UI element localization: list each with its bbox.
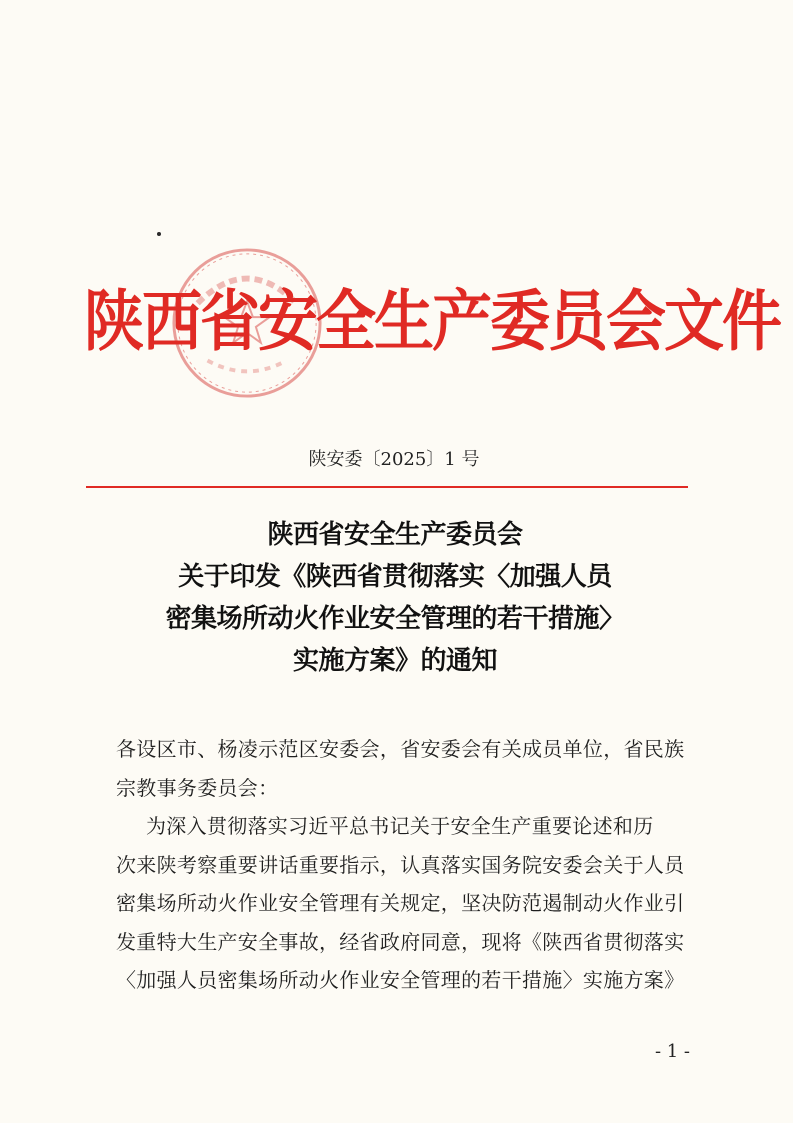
body-line: 为深入贯彻落实习近平总书记关于安全生产重要论述和历: [146, 814, 654, 838]
body-line: 〈加强人员密集场所动火作业安全管理的若干措施〉实施方案》: [116, 968, 685, 992]
body-line: 密集场所动火作业安全管理有关规定，坚决防范遏制动火作业引: [116, 891, 685, 915]
body-line: 次来陕考察重要讲话重要指示，认真落实国务院安委会关于人员: [116, 852, 685, 877]
body-line: 发重特大生产安全事故，经省政府同意，现将《陕西省贯彻落实: [116, 929, 685, 954]
title-line: 密集场所动火作业安全管理的若干措施〉: [165, 604, 625, 634]
document-body: [116, 730, 690, 1000]
document-title: [84, 514, 706, 682]
ink-speck: [157, 232, 161, 236]
title-line: 实施方案》的通知: [292, 646, 497, 676]
title-line: 关于印发《陕西省贯彻落实〈加强人员: [178, 562, 612, 592]
document-masthead: 陕西省安全生产委员会文件: [84, 283, 780, 361]
salutation-line: 宗教事务委员会：: [116, 775, 279, 800]
salutation-line: 各设区市、杨凌示范区安委会，省安委会有关成员单位，省民族: [116, 737, 685, 761]
document-number: 陕安委〔2025〕1 号: [308, 449, 480, 470]
page-number: - 1 -: [654, 1041, 690, 1062]
title-line: 陕西省安全生产委员会: [267, 520, 523, 550]
red-divider-line: [86, 486, 688, 488]
